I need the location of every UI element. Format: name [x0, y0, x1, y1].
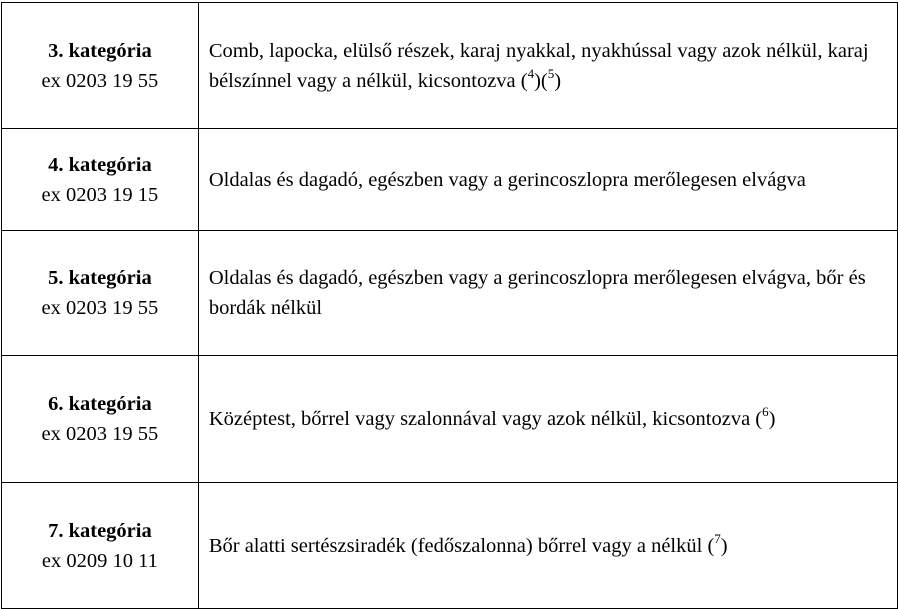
table-row	[2, 356, 898, 483]
description-cell	[198, 129, 897, 231]
cn-code: ex 0203 19 55	[41, 423, 159, 445]
footnote-ref: 5	[547, 65, 555, 81]
cn-code: ex 0209 10 11	[41, 549, 158, 572]
cn-code: ex 0203 19 55	[41, 69, 159, 92]
footnote-ref: 6	[762, 404, 769, 419]
cn-code: ex 0203 19 15	[41, 183, 159, 206]
cn-code: ex 0203 19 55	[41, 297, 159, 319]
footnote-ref: 4	[527, 65, 535, 81]
table-row	[2, 129, 898, 231]
table-row	[2, 3, 898, 129]
category-cell	[2, 231, 199, 356]
description-text: Bőr alatti sertészsiradék (fedőszalonna) bőrrel vagy a nélkül	[208, 534, 703, 557]
table-row	[2, 231, 898, 356]
category-table	[1, 2, 898, 609]
description-cell	[198, 231, 897, 356]
category-title: 7. kategória	[48, 519, 152, 542]
category-title: 5. kategória	[48, 267, 152, 289]
description-text: Comb, lapocka, elülső részek, karaj nyakkal, nyakhússal vagy azok nélkül, karaj bélszínnel vagy a nélkül, kicsontozva	[208, 39, 869, 92]
description-text: Oldalas és dagadó, egészben vagy a gerincoszlopra merőlegesen elvágva, bőr és bordák nélkül	[208, 267, 866, 319]
category-title: 6. kategória	[48, 393, 152, 415]
table-row	[2, 483, 898, 609]
description-text: Oldalas és dagadó, egészben vagy a gerincoszlopra merőlegesen elvágva	[208, 168, 806, 191]
description-text: Középtest, bőrrel vagy szalonnával vagy azok nélkül, kicsontozva	[208, 408, 751, 430]
category-cell	[2, 356, 199, 483]
category-cell	[2, 483, 199, 609]
description-cell: Comb, lapocka, elülső részek, karaj nyakkal, nyakhússal vagy azok nélkül, karaj bélszínnel vagy a nélkül, kicsontozva ($^4$)($^5$)	[198, 3, 897, 129]
category-cell	[2, 3, 199, 129]
description-cell: Középtest, bőrrel vagy szalonnával vagy azok nélkül, kicsontozva ($^6$)	[198, 356, 897, 483]
category-title: 3. kategória	[48, 39, 152, 62]
category-cell	[2, 129, 199, 231]
category-title: 4. kategória	[48, 153, 152, 176]
footnote-ref: 7	[714, 530, 721, 546]
description-cell: Bőr alatti sertészsiradék (fedőszalonna) bőrrel vagy a nélkül ($^7$)	[198, 483, 897, 609]
